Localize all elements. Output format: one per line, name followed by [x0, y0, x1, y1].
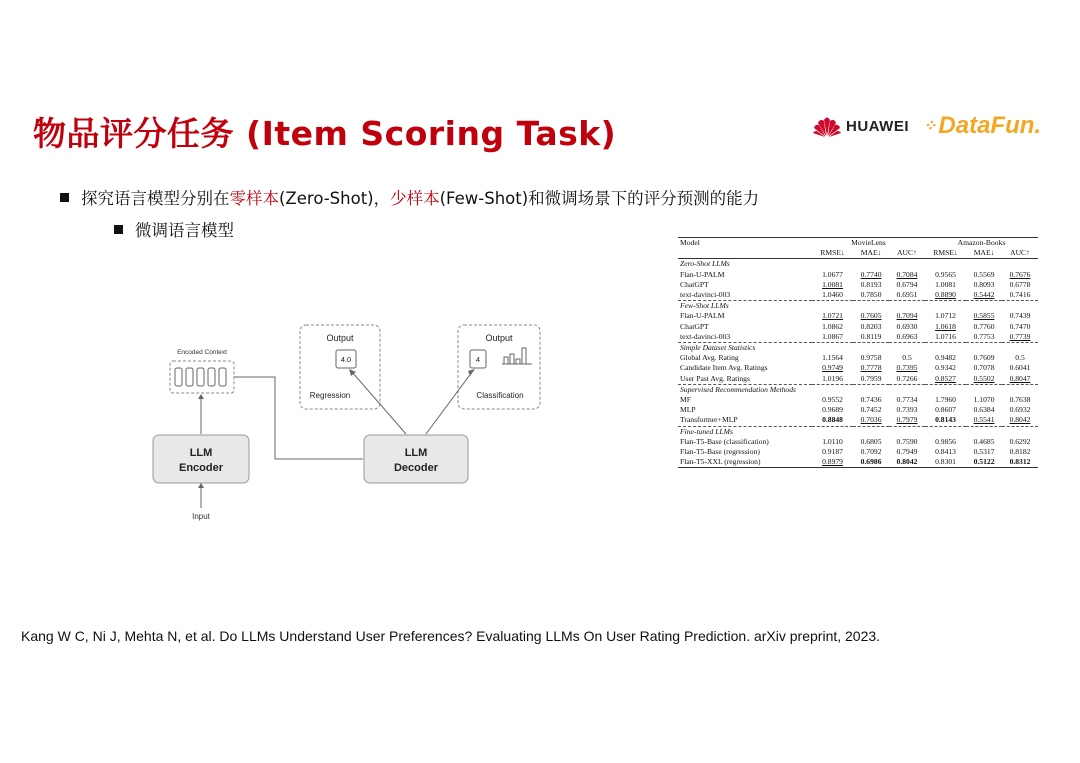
- metric-cell: 0.7979: [896, 415, 918, 425]
- metric-cell: 0.7395: [896, 363, 918, 373]
- metric-cell: 0.7734: [896, 395, 918, 405]
- table-row: [678, 457, 1038, 468]
- table-row: [678, 322, 1038, 332]
- metric-cell: 0.8203: [860, 321, 882, 331]
- section-label: Few-Shot LLMs: [678, 301, 1038, 312]
- model-name-cell: text-davinci-003: [680, 290, 731, 300]
- huawei-wordmark: HUAWEI: [846, 117, 909, 135]
- table-row: [678, 290, 1038, 301]
- datafun-wordmark: DataFun.: [938, 112, 1042, 139]
- input-label: Input: [192, 512, 210, 521]
- metric-header: MAE↓: [853, 248, 889, 259]
- reference-citation: Kang W C, Ni J, Mehta N, et al. Do LLMs Understand User Preferences? Evaluating LLMs On User Rating Prediction. arXiv preprint, 2023.: [21, 628, 881, 644]
- results-table-body: [678, 259, 1038, 468]
- metric-cell: 0.8979: [812, 457, 853, 468]
- metric-cell: 0.7949: [896, 447, 918, 457]
- logo-bar: [812, 112, 1041, 140]
- metric-cell: 0.7739: [1009, 331, 1031, 341]
- section-label: Simple Dataset Statistics: [678, 343, 1038, 354]
- regression-label: Regression: [309, 391, 351, 400]
- model-name-cell: Flan-T5-Base (classification): [680, 436, 769, 446]
- datafun-logo: [923, 112, 1041, 140]
- metric-cell: 0.8143: [935, 415, 956, 425]
- group-header-movielens: MovieLens: [812, 238, 925, 249]
- metric-cell: 0.8042: [889, 457, 925, 468]
- metric-cell: 0.7753: [973, 331, 995, 341]
- results-table: [678, 237, 1038, 468]
- bullet-square-icon: [114, 225, 123, 234]
- bullet-1-text-b: (Zero-Shot)，: [279, 189, 391, 208]
- metric-cell: 0.8042: [1009, 415, 1031, 425]
- metric-cell: 0.7078: [973, 363, 995, 373]
- datafun-dots-icon: ⁘: [923, 118, 937, 135]
- group-header-amazon: Amazon-Books: [925, 238, 1038, 249]
- encoded-context-box: [170, 361, 234, 393]
- table-row: [678, 395, 1038, 405]
- metric-cell: 1.0081: [935, 279, 956, 289]
- metric-cell: 0.9482: [935, 353, 956, 363]
- metric-cell: 0.8527: [935, 373, 956, 383]
- section-row: [678, 301, 1038, 312]
- classification-arrowhead: [468, 369, 475, 376]
- bullet-1: [60, 185, 759, 209]
- metric-cell: 0.8890: [935, 290, 956, 300]
- metric-cell: 0.5: [1015, 353, 1025, 363]
- metric-cell: 0.6951: [896, 290, 918, 300]
- metric-header: AUC↑: [1002, 248, 1038, 259]
- encoder-arrowhead: [198, 394, 204, 399]
- metric-cell: 0.5317: [973, 447, 995, 457]
- table-row: [678, 374, 1038, 385]
- model-name-cell: Flan-T5-XXL (regression): [678, 457, 812, 468]
- table-row: [678, 332, 1038, 343]
- metric-cell: 0.8193: [860, 279, 882, 289]
- metric-cell: 0.8047: [1009, 373, 1031, 383]
- metric-cell: 0.4685: [973, 436, 995, 446]
- model-name-cell: Flan-U-PALM: [680, 269, 725, 279]
- metric-cell: 0.6932: [1009, 405, 1031, 415]
- metric-cell: 0.7470: [1009, 321, 1031, 331]
- huawei-flower-icon: [812, 114, 842, 138]
- decoder-line2: Decoder: [393, 462, 439, 474]
- metric-cell: 1.0867: [822, 331, 843, 341]
- table-row: [678, 311, 1038, 321]
- metric-header: MAE↓: [966, 248, 1002, 259]
- results-table-container: [678, 237, 1038, 468]
- llm-encoder-box: [153, 435, 249, 483]
- metric-cell: 1.0862: [822, 321, 843, 331]
- metric-cell: 0.6041: [1009, 363, 1031, 373]
- metric-cell: 0.7092: [860, 447, 882, 457]
- metric-cell: 0.5569: [973, 269, 995, 279]
- llm-decoder-box: [364, 435, 468, 483]
- metric-cell: 1.1070: [973, 395, 995, 405]
- model-name-cell: ChatGPT: [680, 321, 709, 331]
- decoder-to-classification-arrow: [426, 372, 472, 434]
- model-name-cell: MF: [680, 395, 691, 405]
- table-row: [678, 280, 1038, 290]
- model-name-cell: ChatGPT: [680, 279, 709, 289]
- metric-cell: 0.6805: [860, 436, 882, 446]
- metric-cell: 0.7959: [860, 373, 882, 383]
- model-header: Model: [678, 238, 812, 249]
- bullet-1-zero-shot: 零样本: [229, 189, 279, 208]
- model-name-cell: Global Avg. Rating: [680, 353, 739, 363]
- metric-cell: 0.9187: [822, 447, 843, 457]
- section-label: Fine-tuned LLMs: [678, 426, 1038, 437]
- metric-cell: 1.0716: [935, 331, 956, 341]
- decoder-line1: LLM: [404, 447, 428, 459]
- metric-cell: 0.8607: [935, 405, 956, 415]
- context-to-decoder-line: [234, 377, 363, 459]
- section-label: Zero-Shot LLMs: [680, 259, 730, 269]
- classification-value: 4: [475, 355, 481, 364]
- section-label: Supervised Recommendation Methods: [678, 384, 1038, 395]
- table-row: [678, 405, 1038, 415]
- metric-header: RMSE↓: [812, 248, 853, 259]
- metric-cell: 0.9758: [860, 353, 882, 363]
- metric-header: RMSE↓: [925, 248, 966, 259]
- metric-cell: 0.7590: [896, 436, 918, 446]
- metric-cell: 1.0712: [935, 311, 956, 321]
- metric-cell: 0.9342: [935, 363, 956, 373]
- metric-cell: 0.5442: [973, 290, 995, 300]
- metric-cell: 1.0081: [822, 279, 843, 289]
- model-name-cell: MLP: [680, 405, 696, 415]
- huawei-logo: [812, 114, 909, 138]
- metric-cell: 1.0677: [822, 269, 843, 279]
- metric-cell: 0.7084: [896, 269, 918, 279]
- table-row: [678, 447, 1038, 457]
- model-name-cell: Flan-U-PALM: [680, 311, 725, 321]
- metric-cell: 0.9552: [822, 395, 843, 405]
- encoder-line2: Encoder: [178, 462, 224, 474]
- table-row: [678, 353, 1038, 363]
- page-title: 物品评分任务 (Item Scoring Task): [33, 114, 617, 153]
- table-row: [678, 363, 1038, 373]
- model-name-cell: Candidate Item Avg. Ratings: [680, 363, 768, 373]
- classification-label: Classification: [476, 391, 524, 400]
- section-row: [678, 343, 1038, 354]
- metric-cell: 0.6292: [1009, 436, 1031, 446]
- input-arrowhead: [198, 483, 204, 488]
- bullet-square-icon: [60, 193, 69, 202]
- classification-output-label: Output: [485, 333, 513, 343]
- metric-cell: 0.7778: [860, 363, 882, 373]
- metric-cell: 0.7760: [973, 321, 995, 331]
- model-name-cell: Flan-T5-Base (regression): [680, 447, 760, 457]
- context-vectors: [175, 368, 226, 386]
- metric-cell: 0.9565: [935, 269, 956, 279]
- decoder-to-regression-arrow: [352, 372, 406, 434]
- bullet-2-text: 微调语言模型: [135, 221, 234, 240]
- metric-cell: 0.6778: [1009, 279, 1031, 289]
- metric-cell: 0.7638: [1009, 395, 1031, 405]
- regression-value: 4.0: [340, 355, 352, 364]
- metric-cell: 0.9749: [822, 363, 843, 373]
- model-name-cell: text-davinci-003: [680, 331, 731, 341]
- metric-header: AUC↑: [889, 248, 925, 259]
- table-row: [678, 270, 1038, 280]
- bullet-1-few-shot: 少样本: [390, 189, 440, 208]
- regression-output-label: Output: [326, 333, 354, 343]
- metric-cell: 0.8312: [1002, 457, 1038, 468]
- encoder-line1: LLM: [189, 447, 213, 459]
- metric-cell: 1.0110: [822, 436, 843, 446]
- metric-cell: 0.5122: [966, 457, 1002, 468]
- section-row: [678, 384, 1038, 395]
- metric-cell: 0.6794: [896, 279, 918, 289]
- metric-cell: 0.7439: [1009, 311, 1031, 321]
- metric-cell: 1.0460: [822, 290, 843, 300]
- metric-cell: 0.7605: [860, 311, 882, 321]
- bullet-2: [114, 217, 234, 241]
- metric-cell: 0.8413: [935, 447, 956, 457]
- metric-cell: 0.7094: [896, 311, 918, 321]
- metric-cell: 0.5: [902, 353, 912, 363]
- metric-cell: 1.0618: [935, 321, 956, 331]
- metric-cell: 0.7850: [860, 290, 882, 300]
- metric-cell: 0.7452: [860, 405, 882, 415]
- metric-cell: 0.8093: [973, 279, 995, 289]
- metric-cell: 0.5502: [973, 373, 995, 383]
- metric-cell: 0.7609: [973, 353, 995, 363]
- metric-cell: 0.7740: [860, 269, 882, 279]
- model-name-cell: User Past Avg. Ratings: [680, 373, 750, 383]
- metric-cell: 0.8301: [925, 457, 966, 468]
- metric-cell: 0.6384: [973, 405, 995, 415]
- table-row: [678, 437, 1038, 447]
- metric-cell: 0.7676: [1009, 269, 1031, 279]
- section-row: [678, 426, 1038, 437]
- metric-cell: 0.9856: [935, 436, 956, 446]
- metric-cell: 0.7036: [860, 415, 882, 425]
- metric-cell: 1.1564: [822, 353, 843, 363]
- metric-cell: 0.7393: [896, 405, 918, 415]
- metric-cell: 1.0196: [822, 373, 843, 383]
- metric-cell: 1.7960: [935, 395, 956, 405]
- table-row: [678, 415, 1038, 426]
- metric-cell: 0.9689: [822, 405, 843, 415]
- metric-cell: 0.8848: [822, 415, 843, 425]
- metric-cell: 1.0721: [822, 311, 843, 321]
- metric-cell: 0.7436: [860, 395, 882, 405]
- metric-cell: 0.7416: [1009, 290, 1031, 300]
- bullet-1-text-c: (Few-Shot)和微调场景下的评分预测的能力: [439, 189, 760, 208]
- bullet-1-text-a: 探究语言模型分别在: [81, 189, 230, 208]
- metric-cell: 0.7266: [896, 373, 918, 383]
- metric-cell: 0.5855: [973, 311, 995, 321]
- metric-cell: 0.6963: [896, 331, 918, 341]
- section-row: [678, 259, 1038, 270]
- metric-cell: 0.6986: [853, 457, 889, 468]
- encoded-context-label: Encoded Context: [177, 349, 227, 356]
- metric-cell: 0.5541: [973, 415, 995, 425]
- metric-cell: 0.8182: [1009, 447, 1031, 457]
- metric-cell: 0.8119: [860, 331, 882, 341]
- histogram-icon: [502, 348, 532, 364]
- architecture-diagram: [150, 322, 550, 527]
- metric-cell: 0.6930: [896, 321, 918, 331]
- model-name-cell: Transformer+MLP: [680, 415, 738, 425]
